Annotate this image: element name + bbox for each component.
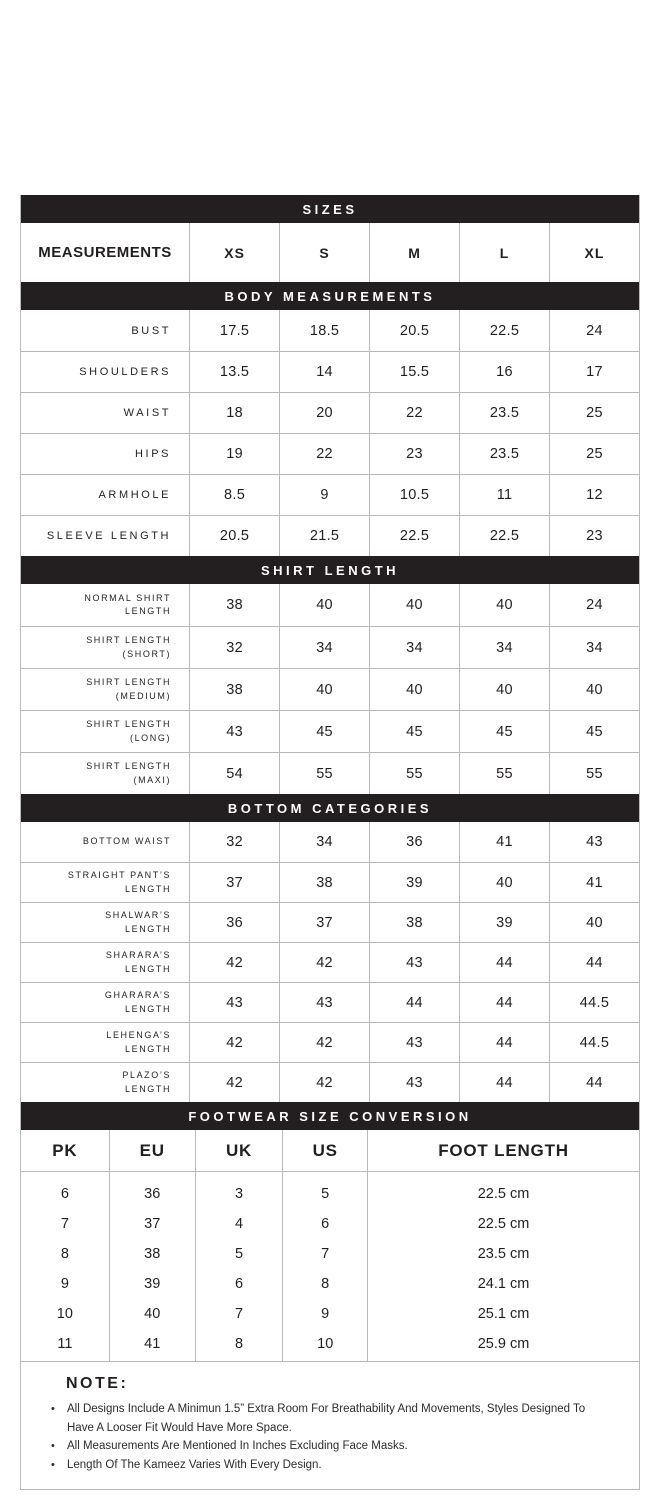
note-bullet-text: All Measurements Are Mentioned In Inches Excluding Face Masks. (67, 1440, 408, 1453)
footwear-value: 8 (321, 1276, 330, 1292)
row-label-line: HIPS (135, 448, 172, 460)
row-label-line: NORMAL SHIRT (84, 592, 172, 603)
row-label (21, 627, 189, 668)
row-label (21, 983, 189, 1022)
row-value: 37 (279, 903, 369, 942)
row-label (21, 310, 189, 351)
row-label-line: ARMHOLE (98, 489, 172, 501)
footwear-value: 3 (234, 1186, 244, 1202)
row-value: 23 (549, 516, 639, 556)
size-chart-table (20, 195, 640, 1490)
size-row (21, 392, 639, 433)
row-value: 54 (189, 753, 279, 794)
row-value: 43 (189, 983, 279, 1022)
footwear-value: 22.5 cm (477, 1186, 530, 1202)
footwear-value: 40 (144, 1306, 161, 1322)
row-value: 14 (279, 352, 369, 392)
size-row (21, 515, 639, 556)
footwear-value: 4 (234, 1216, 244, 1232)
row-label (21, 434, 189, 474)
footwear-value: 41 (144, 1336, 161, 1352)
footwear-value: 5 (321, 1186, 330, 1202)
footwear-value: 6 (321, 1216, 330, 1232)
footwear-conversion-bar: FOOTWEAR SIZE CONVERSION (21, 1102, 639, 1130)
row-value: 22.5 (459, 310, 549, 351)
note-bullet (51, 1400, 609, 1437)
row-label-line: WAIST (123, 407, 172, 419)
row-label-line: LENGTH (124, 1043, 172, 1054)
footwear-value: 7 (234, 1306, 244, 1322)
row-value: 55 (279, 753, 369, 794)
footwear-value: 7 (60, 1216, 69, 1232)
bullet-dot: • (51, 1459, 55, 1472)
row-value: 36 (369, 822, 459, 862)
note-bullet-text: All Designs Include A Minimun 1.5” Extra Room For Breathability And Movements, Styles Designed To Have A Looser Fit Would Have More Space. (67, 1403, 586, 1434)
row-value: 40 (459, 863, 549, 902)
size-row (21, 584, 639, 626)
footwear-column-us (282, 1172, 367, 1361)
row-value: 40 (459, 584, 549, 626)
row-value: 9 (279, 475, 369, 515)
footwear-header-uk: UK (195, 1130, 283, 1171)
footwear-header-pk: PK (52, 1140, 78, 1160)
size-row (21, 942, 639, 982)
size-row (21, 862, 639, 902)
size-header-m: M (369, 223, 459, 282)
row-label-line: SHARARA’S (105, 950, 172, 961)
footwear-value: 39 (144, 1276, 161, 1292)
row-value: 42 (279, 1023, 369, 1062)
row-value: 40 (279, 584, 369, 626)
size-row (21, 982, 639, 1022)
row-value: 11 (459, 475, 549, 515)
row-value: 17.5 (189, 310, 279, 351)
row-label (21, 711, 189, 752)
row-value: 22.5 (369, 516, 459, 556)
footwear-value: 25.1 cm (477, 1306, 530, 1322)
footwear-value: 10 (56, 1306, 73, 1322)
row-label (21, 903, 189, 942)
note-heading: NOTE: (66, 1375, 129, 1392)
row-value: 42 (189, 1063, 279, 1102)
footwear-header-foot-length: FOOT LENGTH (367, 1130, 639, 1171)
row-label-line: SHIRT LENGTH (86, 635, 172, 646)
row-value: 17 (549, 352, 639, 392)
row-value: 42 (279, 943, 369, 982)
row-value: 42 (189, 943, 279, 982)
footwear-value: 36 (144, 1186, 161, 1202)
footwear-value: 8 (234, 1336, 244, 1352)
row-label-line: SHIRT LENGTH (86, 677, 172, 688)
footwear-value: 11 (57, 1336, 73, 1352)
footwear-header-us: US (282, 1130, 367, 1171)
row-value: 18 (189, 393, 279, 433)
size-row (21, 752, 639, 794)
row-label-line: STRAIGHT PANT’S (67, 870, 172, 881)
row-value: 19 (189, 434, 279, 474)
footwear-header-eu: EU (109, 1130, 195, 1171)
row-label (21, 516, 189, 556)
size-row (21, 1062, 639, 1102)
footwear-value: 23.5 cm (477, 1246, 530, 1262)
row-value: 22.5 (459, 516, 549, 556)
footwear-value: 38 (144, 1246, 161, 1262)
row-value: 34 (459, 627, 549, 668)
row-value: 44 (549, 1063, 639, 1102)
size-row (21, 902, 639, 942)
size-row (21, 310, 639, 351)
row-value: 44 (369, 983, 459, 1022)
size-row (21, 474, 639, 515)
footwear-value: 22.5 cm (477, 1216, 530, 1232)
row-value: 34 (279, 822, 369, 862)
measurements-header-cell: MEASUREMENTS (38, 244, 172, 261)
row-value: 24 (549, 584, 639, 626)
body-measurements-section (21, 310, 639, 556)
size-row (21, 351, 639, 392)
row-value: 23 (369, 434, 459, 474)
row-label-line: LENGTH (124, 1083, 172, 1094)
row-value: 44 (459, 943, 549, 982)
row-label-line: SHIRT LENGTH (86, 761, 172, 772)
size-row (21, 822, 639, 862)
row-value: 36 (189, 903, 279, 942)
footwear-column-foot-length (367, 1172, 639, 1361)
row-value: 41 (549, 863, 639, 902)
footwear-value: 9 (321, 1306, 330, 1322)
footwear-value: 9 (60, 1276, 69, 1292)
shirt-length-bar: SHIRT LENGTH (21, 556, 639, 584)
size-header-xl: XL (549, 223, 639, 282)
row-value: 55 (369, 753, 459, 794)
bottom-categories-section (21, 822, 639, 1102)
footwear-column-eu (109, 1172, 195, 1361)
footwear-value: 7 (321, 1246, 330, 1262)
row-value: 42 (189, 1023, 279, 1062)
row-label (21, 822, 189, 862)
row-label-line: LENGTH (124, 883, 172, 894)
row-value: 40 (549, 903, 639, 942)
row-value: 38 (189, 584, 279, 626)
footwear-value: 24.1 cm (477, 1276, 530, 1292)
footwear-value: 5 (234, 1246, 244, 1262)
footwear-value: 6 (234, 1276, 244, 1292)
row-label-line: SHIRT LENGTH (86, 719, 172, 730)
note-box (21, 1361, 639, 1489)
row-label (21, 584, 189, 626)
measurements-header-row (21, 223, 639, 282)
row-value: 23.5 (459, 434, 549, 474)
row-value: 39 (459, 903, 549, 942)
size-row (21, 626, 639, 668)
row-value: 20 (279, 393, 369, 433)
footwear-value: 37 (144, 1216, 161, 1232)
size-row (21, 1022, 639, 1062)
row-value: 45 (369, 711, 459, 752)
row-label-line: LENGTH (124, 1003, 172, 1014)
row-label-line: SLEEVE LENGTH (46, 530, 172, 542)
row-value: 40 (369, 669, 459, 710)
size-header-s: S (279, 223, 369, 282)
row-value: 43 (369, 943, 459, 982)
row-value: 42 (279, 1063, 369, 1102)
row-value: 43 (279, 983, 369, 1022)
row-label-line: (SHORT) (122, 648, 172, 659)
size-row (21, 433, 639, 474)
row-value: 38 (189, 669, 279, 710)
row-label-line: SHALWAR’S (105, 910, 172, 921)
row-value: 8.5 (189, 475, 279, 515)
row-value: 39 (369, 863, 459, 902)
row-value: 25 (549, 434, 639, 474)
row-value: 44 (459, 1063, 549, 1102)
row-value: 22 (369, 393, 459, 433)
row-label-line: GHARARA’S (104, 990, 172, 1001)
row-label-line: LENGTH (124, 923, 172, 934)
row-value: 45 (549, 711, 639, 752)
row-label (21, 352, 189, 392)
footwear-value: 10 (317, 1336, 334, 1352)
row-value: 43 (189, 711, 279, 752)
footwear-value: 25.9 cm (477, 1336, 530, 1352)
sizes-header-bar: SIZES (21, 195, 639, 223)
row-value: 44.5 (549, 983, 639, 1022)
row-label-line: SHOULDERS (79, 366, 172, 378)
row-value: 40 (369, 584, 459, 626)
footwear-value: 6 (60, 1186, 69, 1202)
row-value: 32 (189, 822, 279, 862)
row-value: 38 (279, 863, 369, 902)
row-label-line: BUST (131, 324, 172, 337)
row-value: 10.5 (369, 475, 459, 515)
footwear-column-uk (195, 1172, 283, 1361)
size-row (21, 710, 639, 752)
body-measurements-bar: BODY MEASUREMENTS (21, 282, 639, 310)
bullet-dot: • (51, 1440, 55, 1453)
footwear-value: 8 (60, 1246, 69, 1262)
row-value: 20.5 (189, 516, 279, 556)
row-value: 43 (369, 1063, 459, 1102)
row-value: 40 (459, 669, 549, 710)
row-value: 22 (279, 434, 369, 474)
row-value: 21.5 (279, 516, 369, 556)
shirt-length-section (21, 584, 639, 794)
row-value: 40 (549, 669, 639, 710)
row-value: 44 (459, 1023, 549, 1062)
row-value: 18.5 (279, 310, 369, 351)
bullet-dot: • (51, 1403, 55, 1415)
row-label-line: LEHENGA’S (106, 1030, 172, 1041)
note-bullet-text: Length Of The Kameez Varies With Every Design. (67, 1459, 322, 1472)
row-label-line: LENGTH (124, 606, 172, 616)
row-label-line: (LONG) (129, 732, 172, 743)
row-value: 37 (189, 863, 279, 902)
row-label (21, 943, 189, 982)
row-value: 16 (459, 352, 549, 392)
row-value: 25 (549, 393, 639, 433)
note-bullet (51, 1456, 609, 1475)
row-value: 55 (549, 753, 639, 794)
row-value: 44.5 (549, 1023, 639, 1062)
row-label (21, 669, 189, 710)
footwear-values-grid (21, 1172, 639, 1361)
row-label (21, 1023, 189, 1062)
row-value: 20.5 (369, 310, 459, 351)
row-label-line: BOTTOM WAIST (82, 836, 172, 847)
row-value: 45 (279, 711, 369, 752)
size-header-xs: XS (189, 223, 279, 282)
row-value: 43 (549, 822, 639, 862)
size-row (21, 668, 639, 710)
footwear-header-row (21, 1130, 639, 1172)
row-label-line: LENGTH (124, 963, 172, 974)
row-value: 23.5 (459, 393, 549, 433)
row-label-line: (MEDIUM) (115, 690, 172, 701)
footwear-column-pk (21, 1172, 109, 1361)
row-label (21, 753, 189, 794)
row-value: 40 (279, 669, 369, 710)
row-value: 12 (549, 475, 639, 515)
row-value: 13.5 (189, 352, 279, 392)
row-value: 24 (549, 310, 639, 351)
row-value: 34 (369, 627, 459, 668)
row-value: 32 (189, 627, 279, 668)
row-value: 38 (369, 903, 459, 942)
row-value: 34 (549, 627, 639, 668)
row-value: 45 (459, 711, 549, 752)
row-label (21, 863, 189, 902)
bottom-categories-bar: BOTTOM CATEGORIES (21, 794, 639, 822)
row-value: 34 (279, 627, 369, 668)
row-value: 44 (549, 943, 639, 982)
row-label (21, 393, 189, 433)
row-value: 55 (459, 753, 549, 794)
row-value: 41 (459, 822, 549, 862)
row-value: 44 (459, 983, 549, 1022)
note-bullet (51, 1437, 609, 1456)
size-header-l: L (459, 223, 549, 282)
row-label (21, 475, 189, 515)
row-label-line: (MAXI) (133, 774, 172, 785)
row-label (21, 1063, 189, 1102)
row-value: 43 (369, 1023, 459, 1062)
row-value: 15.5 (369, 352, 459, 392)
row-label-line: PLAZO’S (122, 1070, 172, 1081)
